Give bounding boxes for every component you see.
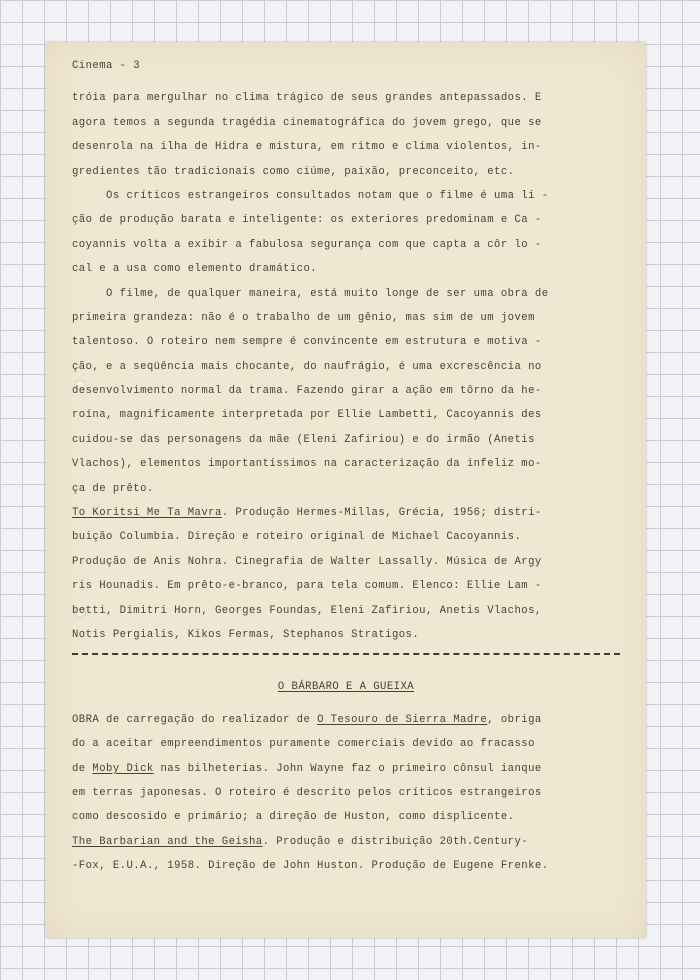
text-line: em terras japonesas. O roteiro é descrito pelos críticos estrangeiros [72, 786, 542, 799]
film-title: To Koritsi Me Ta Mavra [72, 507, 222, 520]
text-line: Os críticos estrangeiros consultados notam que o filme é uma li - [72, 189, 549, 202]
text-line: O filme, de qualquer maneira, está muito longe de ser uma obra de [72, 287, 549, 300]
text-line: ça de prêto. [72, 482, 154, 495]
film-credits-1 [72, 501, 620, 647]
text-line: talentoso. O roteiro nem sempre é convincente em estrutura e motiva - [72, 336, 542, 349]
text-line: desenvolvimento normal da trama. Fazendo girar a ação em tôrno da he- [72, 385, 542, 398]
text-line: tróia para mergulhar no clima trágico de seus grandes antepassados. E [72, 92, 542, 105]
text-line: como descosido e primário; a direção de Huston, como displicente. [72, 811, 515, 824]
text-line: cal e a usa como elemento dramático. [72, 263, 318, 276]
paragraph-3 [72, 282, 620, 502]
text-line: roína, magnificamente interpretada por Ellie Lambetti, Cacoyannis des [72, 409, 542, 422]
text-line: coyannis volta a exibir a fabulosa segurança com que capta a côr lo - [72, 238, 542, 251]
credits-text: . Produção e distribuição 20th.Century- [262, 835, 529, 848]
text-line: agora temos a segunda tragédia cinematográfica do jovem grego, que se [72, 116, 542, 129]
text-line: betti, Dimitri Horn, Georges Foundas, Eleni Zafiriou, Anetis Vlachos, [72, 604, 542, 617]
film-reference: O Tesouro de Sierra Madre [317, 713, 488, 726]
text-line: buição Columbia. Direção e roteiro original de Michael Cacoyannis. [72, 531, 522, 544]
film-credits-2 [72, 830, 620, 879]
text-line: Notis Pergialis, Kikos Fermas, Stephanos Stratigos. [72, 628, 420, 641]
text-span: de [72, 762, 93, 775]
text-line: primeira grandeza: não é o trabalho de um gênio, mas sim de um jovem [72, 311, 535, 324]
section-title-text: O BÁRBARO E A GUEIXA [277, 681, 415, 694]
text-line: ção, e a seqüência mais chocante, do naufrágio, é uma excrescência no [72, 360, 542, 373]
text-line: cuidou-se das personagens da mãe (Eleni Zafiriou) e do irmão (Anetis [72, 433, 535, 446]
paragraph-1 [72, 86, 620, 184]
text-line: ção de produção barata e inteligente: os exteriores predominam e Ca - [72, 214, 542, 227]
section-divider [72, 653, 620, 655]
text-line: ris Hounadis. Em prêto-e-branco, para tela comum. Elenco: Ellie Lam - [72, 580, 542, 593]
text-line: do a aceitar empreendimentos puramente comerciais devido ao fracasso [72, 738, 535, 751]
text-span: OBRA de carregação do realizador de [72, 713, 318, 726]
paragraph-4 [72, 708, 620, 830]
page-text [72, 54, 620, 879]
text-line [72, 830, 620, 854]
text-line [72, 757, 620, 781]
text-line: Produção de Anis Nohra. Cinegrafia de Walter Lassally. Música de Argy [72, 555, 542, 568]
text-span: , obriga [487, 713, 542, 726]
text-line [72, 501, 620, 525]
page-header: Cinema - 3 [72, 60, 141, 72]
text-span: nas bilheterias. John Wayne faz o primeiro cônsul ianque [153, 762, 542, 775]
credits-text: . Produção Hermes-Millas, Grécia, 1956; distri- [221, 507, 542, 520]
paragraph-2 [72, 184, 620, 282]
text-line [72, 708, 620, 732]
text-line: -Fox, E.U.A., 1958. Direção de John Huston. Produção de Eugene Frenke. [72, 860, 549, 873]
film-title: The Barbarian and the Geisha [72, 835, 263, 848]
film-reference: Moby Dick [92, 762, 154, 775]
section-title [72, 675, 620, 699]
text-line: Vlachos), elementos importantíssimos na caracterização da infeliz mo- [72, 458, 542, 471]
text-line: gredientes tão tradicionais como ciúme, paixão, preconceito, etc. [72, 165, 515, 178]
text-line: desenrola na ilha de Hidra e mistura, em ritmo e clima violentos, in- [72, 141, 542, 154]
